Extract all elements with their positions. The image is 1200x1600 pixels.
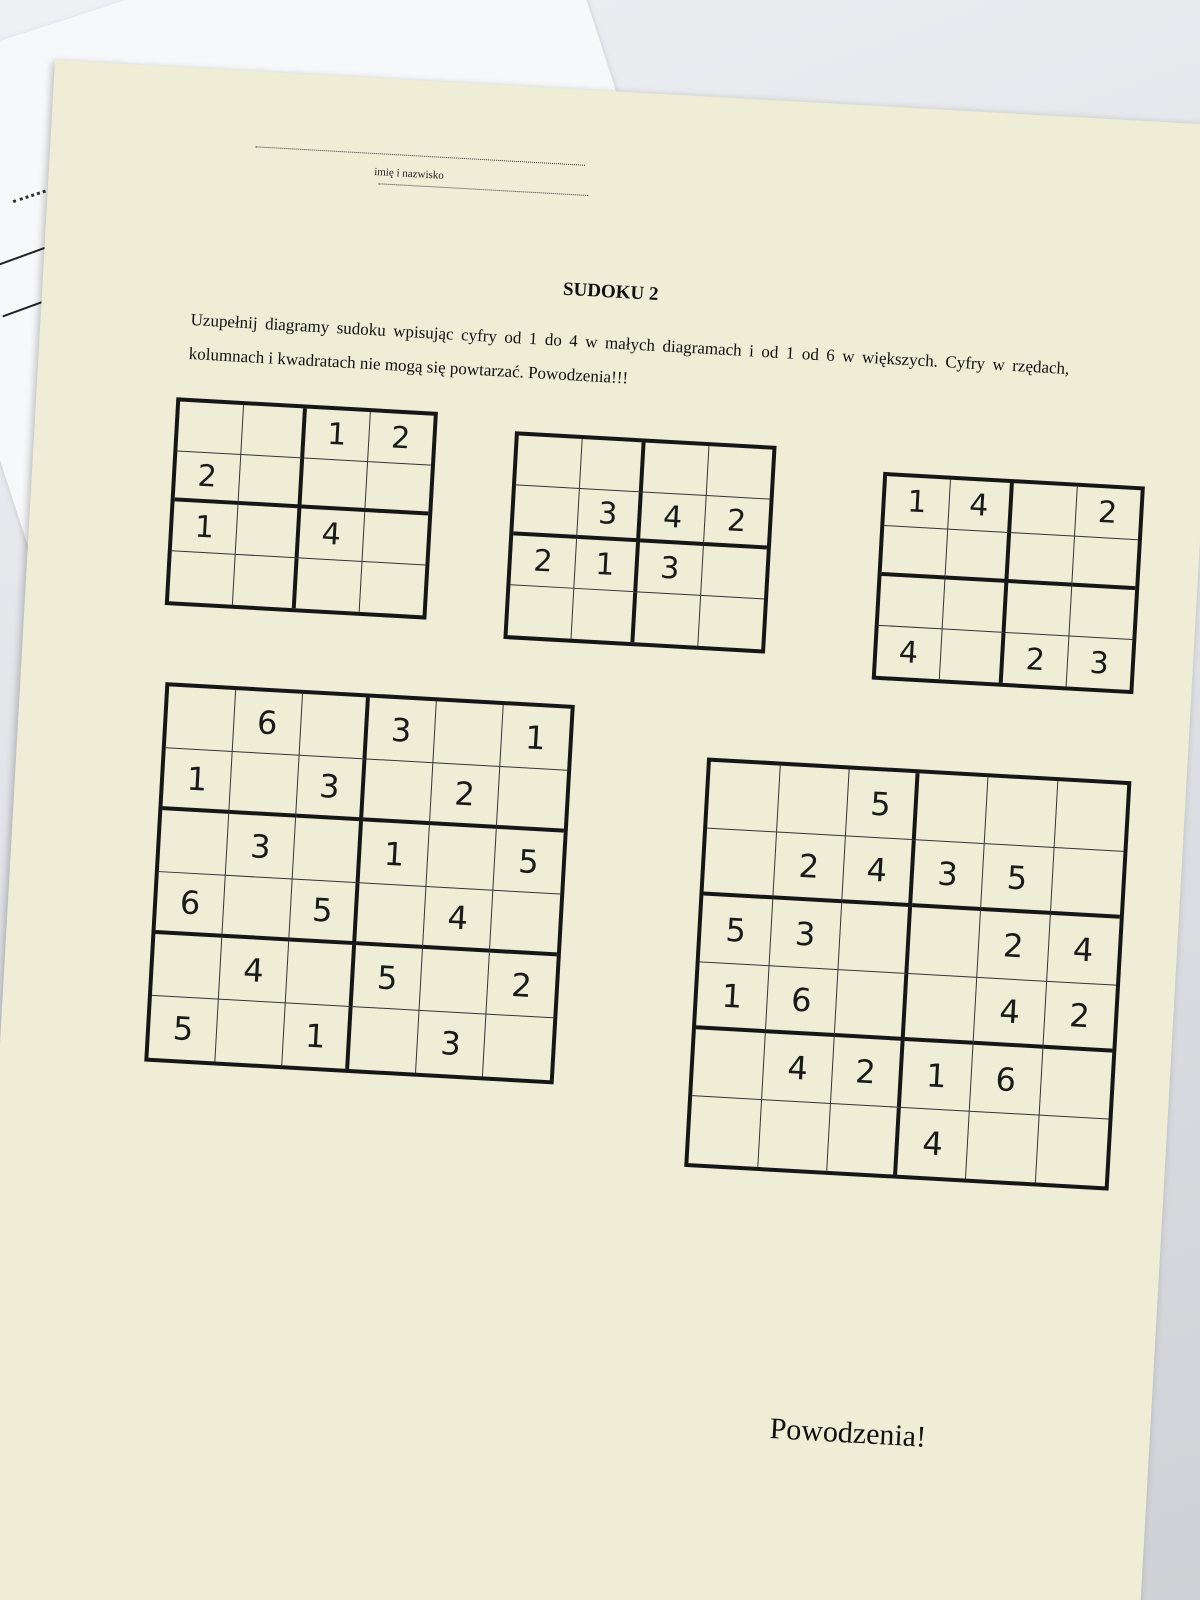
sudoku-cell	[419, 949, 489, 1015]
sudoku-cell	[579, 439, 645, 492]
sudoku-cell: 4	[219, 938, 289, 1004]
sudoku-cell: 1	[696, 962, 769, 1033]
sudoku-cell	[1035, 1116, 1108, 1187]
name-dotted-line	[255, 146, 585, 165]
sudoku-cell	[698, 596, 764, 649]
sudoku-cell	[908, 907, 981, 978]
sudoku-4x4-puzzle-2	[503, 431, 776, 653]
sudoku-cell	[692, 1029, 765, 1100]
sudoku-cell	[939, 629, 1005, 682]
sudoku-cell	[300, 694, 370, 760]
sudoku-cell	[426, 825, 496, 891]
sudoku-cell: 3	[296, 756, 366, 822]
sudoku-cell	[838, 903, 911, 974]
name-field-label: imię i nazwisko	[373, 166, 445, 182]
sudoku-cell	[915, 773, 988, 844]
closing-text: Powodzenia!	[768, 1412, 928, 1454]
sudoku-cell	[235, 505, 301, 558]
sudoku-cell: 3	[226, 814, 296, 880]
sudoku-cell: 1	[172, 501, 238, 554]
sudoku-cell: 1	[360, 821, 430, 887]
sudoku-cell	[222, 876, 292, 942]
sudoku-cell	[362, 512, 428, 565]
sudoku-cell: 5	[493, 829, 563, 895]
sudoku-cell: 2	[486, 953, 556, 1019]
sudoku-cell	[349, 1007, 419, 1073]
sudoku-cell: 4	[842, 836, 915, 907]
sudoku-cell: 4	[640, 492, 706, 545]
sudoku-cell	[643, 443, 709, 496]
sudoku-cell	[707, 762, 780, 833]
sudoku-cell: 5	[846, 769, 919, 840]
sudoku-cell: 2	[1074, 487, 1140, 540]
sudoku-cell: 2	[1003, 633, 1069, 686]
sudoku-cell	[238, 455, 304, 508]
sudoku-cell: 4	[876, 626, 942, 679]
sudoku-6x6-puzzle-1	[144, 682, 575, 1084]
name-dotted-line	[379, 183, 589, 196]
sudoku-cell: 2	[368, 412, 434, 465]
sudoku-cell: 5	[981, 844, 1054, 915]
sudoku-cell	[634, 592, 700, 645]
sudoku-cell: 4	[423, 887, 493, 953]
sudoku-cell: 1	[900, 1041, 973, 1112]
sudoku-cell: 5	[700, 895, 773, 966]
sudoku-cell: 1	[162, 748, 232, 814]
sudoku-cell: 1	[304, 409, 370, 462]
sudoku-cell: 6	[765, 966, 838, 1037]
sudoku-cell	[827, 1104, 900, 1175]
sudoku-cell	[166, 686, 236, 752]
sudoku-cell: 3	[416, 1011, 486, 1077]
sudoku-cell: 1	[884, 476, 950, 529]
sudoku-cell	[513, 485, 579, 538]
sudoku-cell	[241, 405, 307, 458]
sudoku-cell	[835, 970, 908, 1041]
sudoku-cell: 2	[430, 763, 500, 829]
sudoku-cell	[508, 585, 574, 638]
sudoku-cell: 2	[1043, 982, 1116, 1053]
sudoku-cell	[758, 1100, 831, 1171]
sudoku-cell	[1054, 781, 1127, 852]
sudoku-cell	[516, 435, 582, 488]
worksheet-paper	[0, 60, 1200, 1600]
sudoku-cell: 4	[762, 1033, 835, 1104]
sudoku-4x4-puzzle-1	[165, 397, 438, 619]
sudoku-cell: 5	[353, 945, 423, 1011]
sudoku-cell	[1011, 483, 1077, 536]
sudoku-cell	[169, 551, 235, 604]
sudoku-cell: 3	[912, 840, 985, 911]
sudoku-cell	[232, 555, 298, 608]
sudoku-cell	[483, 1015, 553, 1081]
sudoku-cell	[1039, 1049, 1112, 1120]
sudoku-cell: 2	[703, 496, 769, 549]
sudoku-cell	[365, 462, 431, 515]
sudoku-cell	[490, 891, 560, 957]
sudoku-cell	[706, 446, 772, 499]
sudoku-cell: 1	[500, 705, 570, 771]
sudoku-cell: 5	[148, 996, 218, 1062]
sudoku-cell	[985, 777, 1058, 848]
sudoku-cell: 6	[233, 690, 303, 756]
sudoku-cell	[433, 701, 503, 767]
sudoku-cell: 4	[1047, 915, 1120, 986]
sudoku-cell	[904, 974, 977, 1045]
sudoku-cell	[301, 459, 367, 512]
sudoku-cell	[1008, 533, 1074, 586]
sudoku-cell: 4	[948, 480, 1014, 533]
sudoku-4x4-puzzle-3	[872, 472, 1145, 694]
sudoku-cell: 2	[977, 911, 1050, 982]
sudoku-cell: 1	[282, 1003, 352, 1069]
sudoku-cell	[1072, 537, 1138, 590]
sudoku-cell: 6	[970, 1045, 1043, 1116]
sudoku-cell: 2	[510, 535, 576, 588]
sudoku-cell	[286, 941, 356, 1007]
sudoku-cell	[356, 883, 426, 949]
sudoku-cell	[215, 1000, 285, 1066]
sudoku-cell	[703, 829, 776, 900]
sudoku-cell: 2	[831, 1037, 904, 1108]
sudoku-cell	[879, 576, 945, 629]
sudoku-cell	[296, 558, 362, 611]
sudoku-cell: 3	[366, 698, 436, 764]
sudoku-cell	[363, 759, 433, 825]
sudoku-cell: 4	[973, 978, 1046, 1049]
sudoku-cell	[942, 579, 1008, 632]
sudoku-cell	[159, 810, 229, 876]
sudoku-cell: 2	[773, 832, 846, 903]
sudoku-cell	[359, 562, 425, 615]
sudoku-cell	[229, 752, 299, 818]
sudoku-cell	[1050, 848, 1123, 919]
sudoku-cell: 3	[769, 899, 842, 970]
worksheet-title: SUDOKU 2	[562, 278, 659, 306]
sudoku-cell	[966, 1112, 1039, 1183]
sudoku-cell: 5	[289, 880, 359, 946]
sudoku-cell: 2	[175, 451, 241, 504]
sudoku-cell	[688, 1096, 761, 1167]
sudoku-cell	[571, 589, 637, 642]
worksheet-instructions: Uzupełnij diagramy sudoku wpisując cyfry od 1 do 4 w małych diagramach i od 1 od 6 w większych. Cyfry w rzędach, kolumnach i kwadratach nie mogą się powtarzać. Powodzenia!!!	[188, 309, 1070, 388]
sudoku-cell: 4	[299, 508, 365, 561]
sudoku-cell: 3	[1088, 645, 1110, 682]
sudoku-cell	[945, 530, 1011, 583]
sudoku-cell	[152, 934, 222, 1000]
sudoku-cell	[497, 767, 567, 833]
sudoku-cell	[777, 766, 850, 837]
sudoku-cell	[293, 818, 363, 884]
sudoku-cell: 4	[897, 1108, 970, 1179]
sudoku-cell	[1069, 587, 1135, 640]
sudoku-cell: 1	[574, 539, 640, 592]
sudoku-6x6-puzzle-2	[684, 757, 1131, 1190]
sudoku-cell	[881, 526, 947, 579]
sudoku-cell	[177, 402, 243, 455]
sudoku-cell: 6	[155, 872, 225, 938]
sudoku-cell	[701, 546, 767, 599]
sudoku-cell: 3	[577, 489, 643, 542]
sudoku-cell	[1005, 583, 1071, 636]
sudoku-cell: 3	[637, 542, 703, 595]
